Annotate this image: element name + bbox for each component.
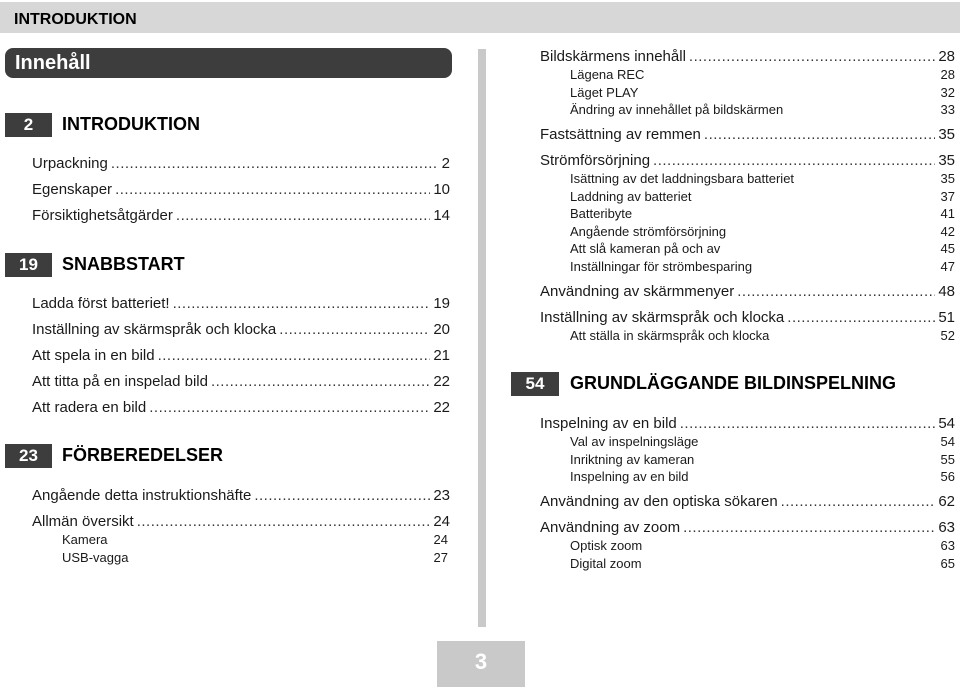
toc-subentry[interactable] bbox=[570, 206, 955, 221]
toc-entry-page: 28 bbox=[938, 48, 955, 65]
header-bar bbox=[0, 2, 960, 33]
column-divider bbox=[478, 49, 486, 627]
toc-subentry-text: Inspelning av en bild bbox=[570, 469, 689, 484]
dot-leader bbox=[279, 321, 430, 338]
toc-subentry-text: Lägena REC bbox=[570, 67, 645, 82]
toc-subentry[interactable] bbox=[570, 452, 955, 467]
toc-entry-page: 51 bbox=[938, 309, 955, 326]
toc-entry[interactable] bbox=[540, 48, 955, 65]
toc-entry-page: 19 bbox=[433, 295, 450, 312]
toc-entry[interactable] bbox=[32, 321, 450, 338]
toc-entry[interactable] bbox=[540, 519, 955, 536]
toc-title: Innehåll bbox=[15, 52, 91, 74]
toc-entry-text: Försiktighetsåtgärder bbox=[32, 207, 173, 224]
toc-subentry-text: Inställningar för strömbesparing bbox=[570, 259, 753, 274]
toc-entry-text: Urpackning bbox=[32, 155, 108, 172]
toc-subentry[interactable] bbox=[570, 67, 955, 82]
toc-entry-text: Inställning av skärmspråk och klocka bbox=[32, 321, 277, 338]
toc-entry[interactable] bbox=[32, 373, 450, 390]
toc-subentry-page: 27 bbox=[433, 550, 448, 565]
toc-subentry-text: Isättning av det laddningsbara batteriet bbox=[570, 171, 795, 186]
toc-entry-text: Att radera en bild bbox=[32, 399, 147, 416]
toc-title-banner bbox=[5, 48, 452, 78]
toc-entry-page: 20 bbox=[433, 321, 450, 338]
toc-subentry-page: 54 bbox=[940, 434, 955, 449]
toc-subentry-text: Digital zoom bbox=[570, 556, 642, 571]
toc-entry-page: 62 bbox=[938, 493, 955, 510]
toc-subentry[interactable] bbox=[570, 224, 955, 239]
toc-entry-text: Användning av skärmmenyer bbox=[540, 283, 735, 300]
dot-leader bbox=[781, 493, 936, 510]
dot-leader bbox=[787, 309, 935, 326]
toc-entry-page: 24 bbox=[433, 513, 450, 530]
toc-subentry-text: Kamera bbox=[62, 532, 108, 547]
toc-subentry[interactable] bbox=[570, 538, 955, 553]
section-title: INTRODUKTION bbox=[62, 114, 200, 134]
toc-subentry-page: 28 bbox=[940, 67, 955, 82]
toc-entry-page: 63 bbox=[938, 519, 955, 536]
toc-entry-text: Allmän översikt bbox=[32, 513, 134, 530]
toc-subentry-page: 65 bbox=[940, 556, 955, 571]
toc-subentry-text: Batteribyte bbox=[570, 206, 633, 221]
toc-entry[interactable] bbox=[32, 155, 450, 172]
toc-entry-text: Egenskaper bbox=[32, 181, 113, 198]
toc-subentry[interactable] bbox=[570, 556, 955, 571]
dot-leader bbox=[689, 48, 935, 65]
toc-subentry-page: 63 bbox=[940, 538, 955, 553]
toc-subentry-page: 55 bbox=[940, 452, 955, 467]
toc-entry[interactable] bbox=[32, 207, 450, 224]
toc-subentry-page: 41 bbox=[940, 206, 955, 221]
toc-subentry-page: 32 bbox=[940, 85, 955, 100]
dot-leader bbox=[173, 295, 431, 312]
toc-subentry[interactable] bbox=[570, 259, 955, 274]
toc-subentry[interactable] bbox=[62, 550, 448, 565]
toc-entry-page: 48 bbox=[938, 283, 955, 300]
toc-entry-text: Inspelning av en bild bbox=[540, 415, 677, 432]
page-number: 3 bbox=[474, 649, 488, 674]
dot-leader bbox=[737, 283, 935, 300]
dot-leader bbox=[111, 155, 439, 172]
toc-subentry-text: Angående strömförsörjning bbox=[570, 224, 727, 239]
toc-subentry-page: 42 bbox=[940, 224, 955, 239]
section-number: 19 bbox=[5, 253, 52, 277]
toc-entry-page: 35 bbox=[938, 126, 955, 143]
toc-subentry[interactable] bbox=[570, 171, 955, 186]
toc-entry[interactable] bbox=[540, 152, 955, 169]
toc-subentry-page: 33 bbox=[940, 102, 955, 117]
toc-subentry-page: 37 bbox=[940, 189, 955, 204]
toc-entry-page: 35 bbox=[938, 152, 955, 169]
toc-entry-text: Inställning av skärmspråk och klocka bbox=[540, 309, 785, 326]
toc-entry-page: 54 bbox=[938, 415, 955, 432]
toc-subentry[interactable] bbox=[570, 328, 955, 343]
dot-leader bbox=[115, 181, 430, 198]
toc-entry-text: Att titta på en inspelad bild bbox=[32, 373, 208, 390]
section-title: FÖRBEREDELSER bbox=[62, 445, 224, 465]
toc-entry-page: 21 bbox=[433, 347, 450, 364]
dot-leader bbox=[683, 519, 935, 536]
toc-entry[interactable] bbox=[32, 513, 450, 530]
toc-entry[interactable] bbox=[32, 181, 450, 198]
toc-subentry-text: Inriktning av kameran bbox=[570, 452, 695, 467]
toc-subentry-page: 56 bbox=[940, 469, 955, 484]
toc-subentry[interactable] bbox=[570, 241, 955, 256]
toc-subentry-text: Val av inspelningsläge bbox=[570, 434, 699, 449]
toc-subentry-page: 35 bbox=[940, 171, 955, 186]
toc-subentry[interactable] bbox=[570, 102, 955, 117]
toc-subentry-page: 47 bbox=[940, 259, 955, 274]
toc-entry-page: 22 bbox=[433, 373, 450, 390]
toc-subentry-text: USB-vagga bbox=[62, 550, 129, 565]
dot-leader bbox=[158, 347, 431, 364]
toc-entry-text: Ladda först batteriet! bbox=[32, 295, 170, 312]
toc-subentry-text: Laddning av batteriet bbox=[570, 189, 692, 204]
toc-subentry-text: Att ställa in skärmspråk och klocka bbox=[570, 328, 770, 343]
toc-entry-page: 2 bbox=[441, 155, 450, 172]
toc-entry-page: 10 bbox=[433, 181, 450, 198]
toc-subentry[interactable] bbox=[570, 85, 955, 100]
toc-entry-page: 14 bbox=[433, 207, 450, 224]
toc-entry-text: Strömförsörjning bbox=[540, 152, 651, 169]
toc-entry-page: 22 bbox=[433, 399, 450, 416]
toc-entry-page: 23 bbox=[433, 487, 450, 504]
toc-subentry-text: Optisk zoom bbox=[570, 538, 643, 553]
header-title: INTRODUKTION bbox=[14, 11, 137, 28]
toc-entry-text: Angående detta instruktionshäfte bbox=[32, 487, 252, 504]
toc-entry[interactable] bbox=[32, 487, 450, 504]
toc-subentry-page: 24 bbox=[433, 532, 448, 547]
dot-leader bbox=[137, 513, 431, 530]
toc-subentry[interactable] bbox=[570, 189, 955, 204]
section-title: GRUNDLÄGGANDE BILDINSPELNING bbox=[570, 373, 897, 393]
toc-subentry-text: Ändring av innehållet på bildskärmen bbox=[570, 102, 784, 117]
toc-entry[interactable] bbox=[32, 347, 450, 364]
toc-subentry-text: Att slå kameran på och av bbox=[570, 241, 721, 256]
dot-leader bbox=[680, 415, 936, 432]
dot-leader bbox=[149, 399, 430, 416]
dot-leader bbox=[704, 126, 935, 143]
toc-entry-text: Bildskärmens innehåll bbox=[540, 48, 686, 65]
toc-subentry[interactable] bbox=[570, 469, 955, 484]
dot-leader bbox=[176, 207, 430, 224]
section-number: 54 bbox=[511, 372, 559, 396]
dot-leader bbox=[653, 152, 935, 169]
section-number: 23 bbox=[5, 444, 52, 468]
toc-subentry-page: 52 bbox=[940, 328, 955, 343]
toc-entry-text: Användning av zoom bbox=[540, 519, 681, 536]
toc-entry-text: Att spela in en bild bbox=[32, 347, 155, 364]
toc-subentry-text: Läget PLAY bbox=[570, 85, 639, 100]
toc-entry[interactable] bbox=[540, 309, 955, 326]
toc-entry[interactable] bbox=[540, 493, 955, 510]
section-number: 2 bbox=[5, 113, 52, 137]
page-number-box bbox=[437, 641, 525, 687]
toc-subentry[interactable] bbox=[570, 434, 955, 449]
dot-leader bbox=[254, 487, 430, 504]
toc-entry[interactable] bbox=[32, 399, 450, 416]
toc-entry-text: Användning av den optiska sökaren bbox=[540, 493, 778, 510]
toc-entry-text: Fastsättning av remmen bbox=[540, 126, 701, 143]
toc-entry[interactable] bbox=[540, 126, 955, 143]
toc-entry[interactable] bbox=[32, 295, 450, 312]
toc-entry[interactable] bbox=[540, 415, 955, 432]
toc-subentry-page: 45 bbox=[940, 241, 955, 256]
toc-subentry[interactable] bbox=[62, 532, 448, 547]
toc-entry[interactable] bbox=[540, 283, 955, 300]
dot-leader bbox=[211, 373, 430, 390]
section-title: SNABBSTART bbox=[62, 254, 185, 274]
